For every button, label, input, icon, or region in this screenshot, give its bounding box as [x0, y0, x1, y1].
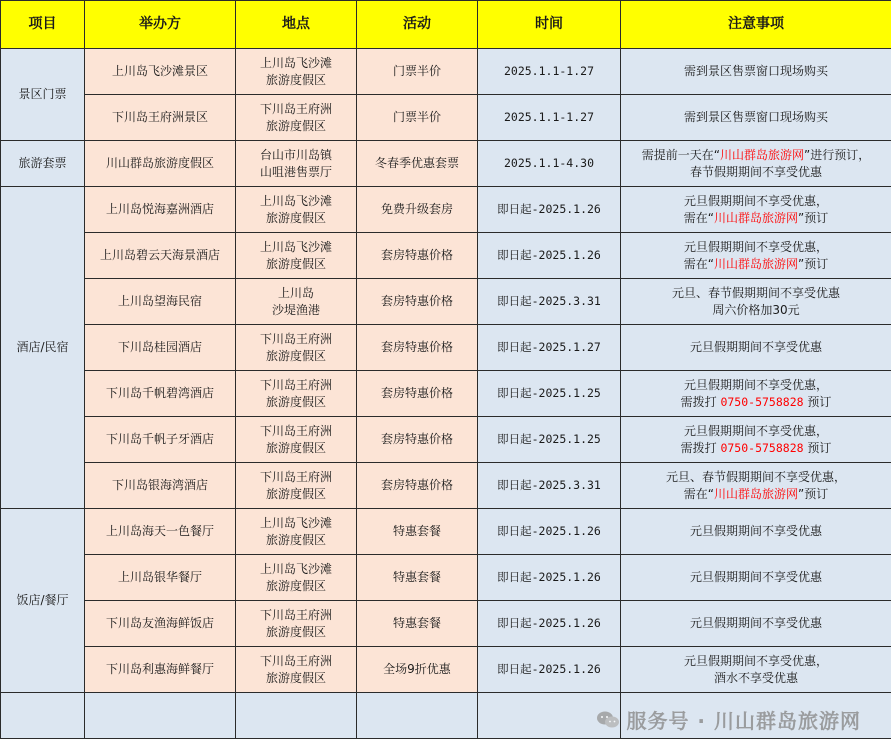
notes-cell: 需到景区售票窗口现场购买: [621, 49, 891, 95]
time-cell: 即日起-2025.1.25: [478, 417, 621, 463]
organizer-cell: 下川岛千帆子牙酒店: [85, 417, 236, 463]
organizer-cell: 下川岛银海湾酒店: [85, 463, 236, 509]
table-row: [1, 555, 891, 601]
table-row: [1, 647, 891, 693]
time-cell: 即日起-2025.1.26: [478, 187, 621, 233]
activity-cell: 套房特惠价格: [357, 417, 478, 463]
notes-cell: 元旦假期期间不享受优惠: [621, 555, 891, 601]
location-cell: 下川岛王府洲 旅游度假区: [236, 371, 357, 417]
header-category: 项目: [1, 1, 85, 49]
notes-cell: 元旦假期期间不享受优惠， 酒水不享受优惠: [621, 647, 891, 693]
table-row: [1, 417, 891, 463]
table-row: [1, 141, 891, 187]
highlight-text: 川山群岛旅游网: [713, 256, 798, 271]
notes-cell: 元旦、春节假期期间不享受优惠， 需在“川山群岛旅游网”预订: [621, 463, 891, 509]
highlight-text: 川山群岛旅游网: [719, 147, 804, 162]
activity-cell: 特惠套餐: [357, 555, 478, 601]
location-cell: 上川岛飞沙滩 旅游度假区: [236, 49, 357, 95]
time-cell: 2025.1.1-1.27: [478, 49, 621, 95]
location-cell: 上川岛飞沙滩 旅游度假区: [236, 509, 357, 555]
time-cell: 即日起-2025.1.26: [478, 509, 621, 555]
category-scenic: 景区门票: [1, 49, 85, 141]
activity-cell: 免费升级套房: [357, 187, 478, 233]
organizer-cell: 川山群岛旅游度假区: [85, 141, 236, 187]
organizer-cell: 上川岛银华餐厅: [85, 555, 236, 601]
table-row: [1, 509, 891, 555]
notes-cell: 元旦假期期间不享受优惠: [621, 601, 891, 647]
notes-cell: 元旦假期期间不享受优惠: [621, 325, 891, 371]
category-restaurant: 饭店/餐厅: [1, 509, 85, 693]
activity-cell: 特惠套餐: [357, 601, 478, 647]
organizer-cell: 下川岛桂园酒店: [85, 325, 236, 371]
header-location: 地点: [236, 1, 357, 49]
activity-cell: 特惠套餐: [357, 509, 478, 555]
location-cell: 下川岛王府洲 旅游度假区: [236, 647, 357, 693]
phone-number: 0750-5758828: [720, 394, 804, 409]
location-cell: 下川岛王府洲 旅游度假区: [236, 463, 357, 509]
location-cell: 上川岛 沙堤渔港: [236, 279, 357, 325]
location-cell: 下川岛王府洲 旅游度假区: [236, 95, 357, 141]
header-time: 时间: [478, 1, 621, 49]
time-cell: 即日起-2025.1.26: [478, 601, 621, 647]
activity-cell: 套房特惠价格: [357, 233, 478, 279]
header-organizer: 举办方: [85, 1, 236, 49]
header-activity: 活动: [357, 1, 478, 49]
organizer-cell: 上川岛悦海嘉洲酒店: [85, 187, 236, 233]
table-row: [1, 463, 891, 509]
location-cell: 下川岛王府洲 旅游度假区: [236, 417, 357, 463]
organizer-cell: 下川岛友渔海鲜饭店: [85, 601, 236, 647]
location-cell: 下川岛王府洲 旅游度假区: [236, 601, 357, 647]
empty-cell: [1, 693, 85, 739]
notes-cell: 元旦假期期间不享受优惠: [621, 509, 891, 555]
activity-cell: 门票半价: [357, 95, 478, 141]
time-cell: 即日起-2025.3.31: [478, 463, 621, 509]
location-cell: 下川岛王府洲 旅游度假区: [236, 325, 357, 371]
time-cell: 即日起-2025.1.26: [478, 555, 621, 601]
empty-cell: [357, 693, 478, 739]
table-row: [1, 325, 891, 371]
table-row: [1, 371, 891, 417]
table-row: [1, 95, 891, 141]
location-cell: 上川岛飞沙滩 旅游度假区: [236, 555, 357, 601]
highlight-text: 川山群岛旅游网: [713, 486, 798, 501]
notes-cell: 元旦假期期间不享受优惠， 需拨打 0750-5758828 预订: [621, 417, 891, 463]
organizer-cell: 下川岛千帆碧湾酒店: [85, 371, 236, 417]
organizer-cell: 下川岛王府洲景区: [85, 95, 236, 141]
activity-cell: 套房特惠价格: [357, 371, 478, 417]
time-cell: 2025.1.1-1.27: [478, 95, 621, 141]
organizer-cell: 下川岛利惠海鲜餐厅: [85, 647, 236, 693]
organizer-cell: 上川岛海天一色餐厅: [85, 509, 236, 555]
table-row: [1, 601, 891, 647]
time-cell: 即日起-2025.1.26: [478, 233, 621, 279]
notes-cell: 元旦假期期间不享受优惠， 需在“川山群岛旅游网”预订: [621, 187, 891, 233]
activity-cell: 门票半价: [357, 49, 478, 95]
activity-cell: 套房特惠价格: [357, 279, 478, 325]
notes-cell: 元旦假期期间不享受优惠， 需拨打 0750-5758828 预订: [621, 371, 891, 417]
time-cell: 即日起-2025.1.26: [478, 647, 621, 693]
organizer-cell: 上川岛碧云天海景酒店: [85, 233, 236, 279]
empty-cell: [85, 693, 236, 739]
location-cell: 上川岛飞沙滩 旅游度假区: [236, 233, 357, 279]
table-row: [1, 279, 891, 325]
activity-cell: 全场9折优惠: [357, 647, 478, 693]
category-package: 旅游套票: [1, 141, 85, 187]
category-hotel: 酒店/民宿: [1, 187, 85, 509]
header-row: [1, 1, 891, 49]
notes-cell: 元旦、春节假期期间不享受优惠 周六价格加30元: [621, 279, 891, 325]
table-row: [1, 187, 891, 233]
notes-cell: 需到景区售票窗口现场购买: [621, 95, 891, 141]
notes-cell: 元旦假期期间不享受优惠， 需在“川山群岛旅游网”预订: [621, 233, 891, 279]
table-row: [1, 233, 891, 279]
location-cell: 台山市川岛镇 山咀港售票厅: [236, 141, 357, 187]
activity-cell: 套房特惠价格: [357, 463, 478, 509]
wechat-icon: [596, 710, 620, 730]
watermark-text: 服务号 · 川山群岛旅游网: [626, 709, 861, 733]
phone-number: 0750-5758828: [720, 440, 804, 455]
time-cell: 即日起-2025.1.27: [478, 325, 621, 371]
highlight-text: 川山群岛旅游网: [713, 210, 798, 225]
empty-cell: [236, 693, 357, 739]
table-row: [1, 49, 891, 95]
time-cell: 2025.1.1-4.30: [478, 141, 621, 187]
activity-cell: 冬春季优惠套票: [357, 141, 478, 187]
time-cell: 即日起-2025.1.25: [478, 371, 621, 417]
notes-cell: 需提前一天在“川山群岛旅游网”进行预订， 春节假期期间不享受优惠: [621, 141, 891, 187]
location-cell: 上川岛飞沙滩 旅游度假区: [236, 187, 357, 233]
time-cell: 即日起-2025.3.31: [478, 279, 621, 325]
organizer-cell: 上川岛望海民宿: [85, 279, 236, 325]
activity-cell: 套房特惠价格: [357, 325, 478, 371]
organizer-cell: 上川岛飞沙滩景区: [85, 49, 236, 95]
watermark: [596, 705, 861, 734]
header-notes: 注意事项: [621, 1, 891, 49]
